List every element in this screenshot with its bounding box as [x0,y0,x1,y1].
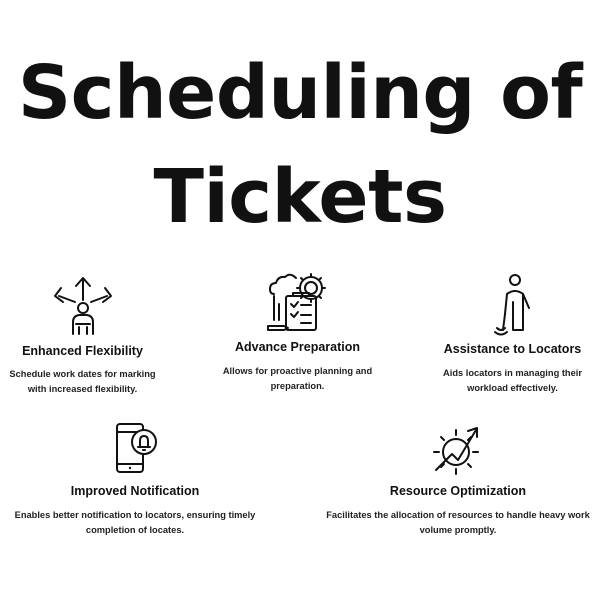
feature-enhanced-flexibility [0,272,165,397]
feature-description-line-2: with increased flexibility. [27,384,138,394]
feature-title: Resource Optimization [389,484,527,498]
feature-description-line-1: Allows for proactive planning and [222,366,373,376]
feature-description-line-2: completion of locates. [85,525,185,535]
feature-description-line-2: volume promptly. [419,525,497,535]
feature-description-line-1: Schedule work dates for marking [9,369,156,379]
feature-improved-notification [0,420,270,538]
feature-advance-preparation [215,270,380,394]
arrows-person-icon [51,272,115,336]
feature-description-line-1: Enables better notification to locators, ensuring timely [14,510,256,520]
feature-description-line-2: preparation. [270,381,325,391]
feature-description-line-1: Facilitates the allocation of resources to handle heavy work [326,510,590,520]
locator-person-icon [481,272,545,336]
feature-title: Assistance to Locators [443,342,582,356]
feature-title: Enhanced Flexibility [22,344,143,358]
feature-title: Advance Preparation [234,340,361,354]
page-title-line-2: Tickets [153,154,447,240]
feature-title: Improved Notification [70,484,200,498]
page-title-line-1: Scheduling of [17,50,583,136]
gear-growth-icon [428,424,488,476]
feature-description-line-1: Aids locators in managing their [443,368,582,378]
feature-description-line-2: workload effectively. [467,383,558,393]
phone-bell-icon [103,420,167,476]
planning-gear-icon [266,270,330,334]
feature-assistance-to-locators [430,272,595,396]
feature-resource-optimization [318,424,598,538]
